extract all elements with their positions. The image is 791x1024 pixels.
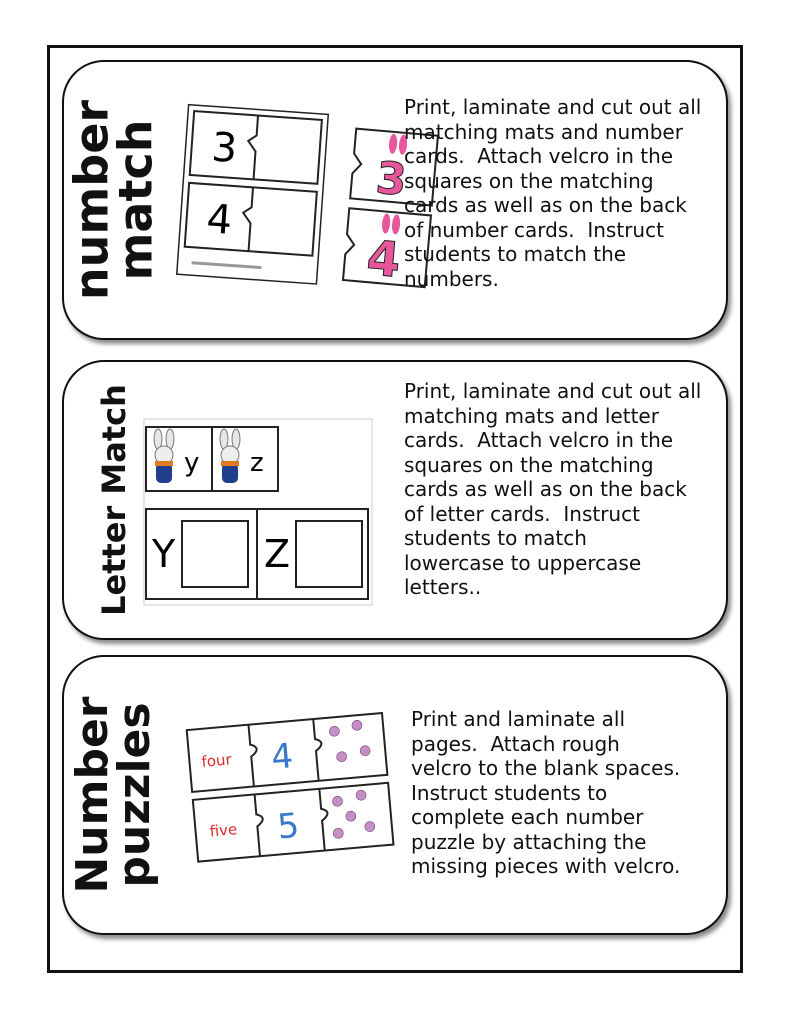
card-title-line: puzzles bbox=[109, 702, 160, 888]
number-card-digit: 4 bbox=[364, 230, 403, 289]
mat-number: 4 bbox=[205, 196, 234, 244]
card-title bbox=[64, 657, 164, 933]
card-title-line: match bbox=[108, 119, 162, 281]
card-title-text: Letter Match bbox=[95, 384, 133, 616]
activity-card-number-puzzles bbox=[62, 655, 728, 935]
lowercase-letter: z bbox=[250, 448, 264, 478]
puzzle-digit: 5 bbox=[275, 805, 301, 848]
letter-match-thumbnail bbox=[140, 417, 380, 607]
activity-card-number-match bbox=[62, 60, 728, 340]
uppercase-letter: Y bbox=[152, 532, 176, 576]
activity-card-letter-match bbox=[62, 360, 728, 640]
number-puzzles-thumbnail bbox=[184, 701, 404, 871]
lowercase-letter: y bbox=[184, 448, 200, 478]
number-word: four bbox=[200, 750, 233, 771]
card-title-line: Number bbox=[67, 696, 119, 894]
puzzle-digit: 4 bbox=[269, 736, 295, 778]
number-card-digit: 3 bbox=[373, 152, 409, 207]
card-description: Print and laminate all pages. Attach rough velcro to the blank spaces. Instruct students to complete each number puzzle by attaching the missing pieces with velcro. bbox=[411, 707, 681, 878]
mat-number: 3 bbox=[210, 124, 239, 173]
number-word: five bbox=[208, 820, 238, 841]
card-description: Print, laminate and cut out all matching mats and number cards. Attach velcro in the squares on the matching cards as well as on the back of number cards. Instruct students to match the numbers. bbox=[404, 95, 702, 291]
uppercase-letter: Z bbox=[264, 532, 291, 576]
card-title-line: number bbox=[64, 99, 119, 301]
card-description: Print, laminate and cut out all matching mats and letter cards. Attach velcro in the squares on the matching cards as well as on the back of letter cards. Instruct students to match lowercase to uppercase letters.. bbox=[404, 379, 702, 599]
card-title bbox=[64, 62, 164, 338]
